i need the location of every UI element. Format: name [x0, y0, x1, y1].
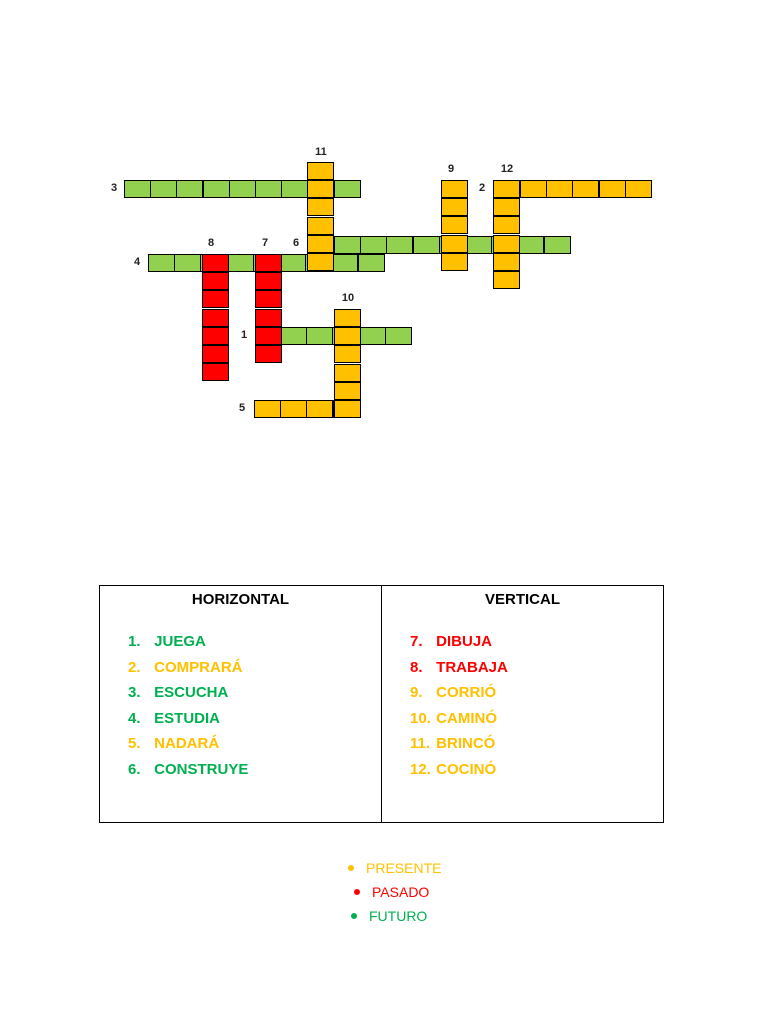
crossword-cell[interactable] — [334, 400, 361, 418]
clue-item-number: 4. — [128, 709, 141, 727]
crossword-cell[interactable] — [334, 345, 361, 363]
clue-number: 1 — [240, 329, 248, 341]
crossword-cell[interactable] — [306, 400, 333, 418]
crossword-cell[interactable] — [150, 180, 177, 198]
clue-item — [410, 629, 663, 655]
crossword-cell[interactable] — [334, 382, 361, 400]
clue-item-number: 9. — [410, 684, 423, 701]
legend-item-futuro — [348, 904, 441, 928]
clue-item-word: CAMINÓ — [432, 709, 497, 727]
vertical-column — [381, 586, 663, 822]
crossword-cell[interactable] — [255, 345, 282, 363]
clue-item-word: CORRIÓ — [432, 684, 497, 701]
clue-item — [128, 757, 381, 783]
crossword-cell[interactable] — [441, 180, 468, 198]
legend-item-presente — [348, 856, 441, 880]
clue-number: 5 — [238, 402, 246, 414]
clue-item — [128, 629, 381, 655]
clue-item-word: TRABAJA — [432, 658, 508, 676]
clue-item-number: 8. — [410, 658, 423, 676]
clue-item-number: 11. — [410, 735, 431, 752]
crossword-cell[interactable] — [441, 235, 468, 253]
crossword-cell[interactable] — [202, 327, 229, 345]
clue-number: 2 — [478, 182, 486, 194]
crossword-cell[interactable] — [441, 216, 468, 234]
crossword-cell[interactable] — [493, 235, 520, 253]
clue-number: 12 — [500, 163, 514, 175]
crossword-cell[interactable] — [307, 217, 334, 235]
crossword-cell[interactable] — [280, 400, 307, 418]
crossword-cell[interactable] — [202, 345, 229, 363]
crossword-cell[interactable] — [306, 327, 333, 345]
crossword-cell[interactable] — [546, 180, 573, 198]
crossword-cell[interactable] — [202, 290, 229, 308]
clue-item-number: 5. — [128, 735, 141, 752]
crossword-cell[interactable] — [227, 254, 254, 272]
clue-item — [410, 706, 663, 732]
legend-label: PRESENTE — [366, 860, 442, 876]
crossword-cell[interactable] — [307, 198, 334, 216]
crossword-cell[interactable] — [281, 180, 308, 198]
crossword-grid — [0, 0, 768, 440]
crossword-cell[interactable] — [572, 180, 599, 198]
crossword-cell[interactable] — [625, 180, 652, 198]
horizontal-clue-list — [128, 629, 381, 782]
clue-item — [410, 731, 663, 757]
clue-item-word: NADARÁ — [150, 735, 220, 752]
crossword-cell[interactable] — [493, 198, 520, 216]
clue-number: 8 — [207, 237, 215, 249]
clue-item-word: CONSTRUYE — [150, 760, 249, 778]
clue-item-word: BRINCÓ — [432, 735, 496, 752]
tense-legend — [348, 856, 441, 928]
clue-item — [128, 706, 381, 732]
crossword-cell[interactable] — [517, 236, 544, 254]
crossword-cell[interactable] — [359, 327, 386, 345]
clue-item — [410, 680, 663, 706]
crossword-cell[interactable] — [334, 236, 361, 254]
crossword-cell[interactable] — [493, 180, 520, 198]
clue-item-number: 1. — [128, 633, 141, 650]
clue-number: 9 — [447, 163, 455, 175]
bullet-dot-icon — [351, 913, 357, 919]
clue-number: 11 — [315, 146, 327, 158]
clue-item — [128, 655, 381, 681]
crossword-cell[interactable] — [229, 180, 256, 198]
crossword-cell[interactable] — [307, 235, 334, 253]
clue-item-number: 7. — [410, 633, 423, 650]
crossword-cell[interactable] — [413, 236, 440, 254]
crossword-cell[interactable] — [334, 364, 361, 382]
crossword-cell[interactable] — [334, 180, 361, 198]
clue-item-number: 2. — [128, 658, 141, 676]
clue-number: 6 — [292, 237, 300, 249]
crossword-cell[interactable] — [255, 254, 282, 272]
clue-item — [128, 731, 381, 757]
clue-number: 3 — [110, 182, 118, 194]
crossword-cell[interactable] — [203, 180, 230, 198]
crossword-cell[interactable] — [202, 363, 229, 381]
clue-item-word: ESTUDIA — [150, 709, 221, 727]
clue-item-number: 6. — [128, 760, 141, 778]
horizontal-title: HORIZONTAL — [191, 591, 290, 608]
crossword-cell[interactable] — [174, 254, 201, 272]
crossword-cell[interactable] — [255, 272, 282, 290]
crossword-cell[interactable] — [280, 327, 307, 345]
crossword-cell[interactable] — [307, 180, 334, 198]
crossword-cell[interactable] — [334, 309, 361, 327]
bullet-dot-icon — [354, 889, 360, 895]
crossword-cell[interactable] — [386, 236, 413, 254]
clue-item-word: COMPRARÁ — [150, 658, 243, 676]
crossword-cell[interactable] — [493, 271, 520, 289]
crossword-cell[interactable] — [176, 180, 203, 198]
clue-item-word: DIBUJA — [432, 633, 493, 650]
legend-label: PASADO — [372, 884, 430, 900]
crossword-cell[interactable] — [202, 272, 229, 290]
crossword-cell[interactable] — [124, 180, 151, 198]
crossword-cell[interactable] — [358, 254, 385, 272]
crossword-cell[interactable] — [334, 327, 361, 345]
clue-number: 7 — [261, 237, 269, 249]
crossword-cell[interactable] — [331, 254, 358, 272]
crossword-cell[interactable] — [441, 253, 468, 271]
crossword-cell[interactable] — [360, 236, 387, 254]
horizontal-column — [100, 586, 381, 822]
legend-label: FUTURO — [369, 908, 428, 924]
clue-number: 4 — [133, 256, 141, 268]
clue-item-number: 12. — [410, 760, 431, 778]
crossword-cell[interactable] — [493, 253, 520, 271]
clue-table — [99, 585, 664, 823]
clue-number: 10 — [341, 292, 355, 304]
crossword-cell[interactable] — [202, 309, 229, 327]
crossword-cell[interactable] — [254, 400, 281, 418]
crossword-cell[interactable] — [385, 327, 412, 345]
clue-item-word: COCINÓ — [432, 760, 497, 778]
clue-item — [410, 757, 663, 783]
crossword-cell[interactable] — [520, 180, 547, 198]
crossword-cell[interactable] — [255, 309, 282, 327]
vertical-title: VERTICAL — [485, 591, 560, 608]
crossword-cell[interactable] — [202, 254, 229, 272]
clue-item-number: 10. — [410, 709, 431, 727]
crossword-cell[interactable] — [441, 198, 468, 216]
crossword-cell[interactable] — [493, 216, 520, 234]
crossword-cell[interactable] — [255, 327, 282, 345]
clue-item — [410, 655, 663, 681]
crossword-cell[interactable] — [307, 253, 334, 271]
crossword-cell[interactable] — [255, 290, 282, 308]
crossword-cell[interactable] — [148, 254, 175, 272]
clue-item-number: 3. — [128, 684, 141, 701]
crossword-cell[interactable] — [307, 162, 334, 180]
crossword-cell[interactable] — [544, 236, 571, 254]
vertical-clue-list — [410, 629, 663, 782]
crossword-cell[interactable] — [599, 180, 626, 198]
clue-item-word: JUEGA — [150, 633, 206, 650]
crossword-cell[interactable] — [255, 180, 282, 198]
clue-item — [128, 680, 381, 706]
legend-item-pasado — [348, 880, 441, 904]
bullet-dot-icon — [348, 865, 354, 871]
crossword-cell[interactable] — [279, 254, 306, 272]
clue-item-word: ESCUCHA — [150, 684, 229, 701]
crossword-cell[interactable] — [465, 236, 492, 254]
